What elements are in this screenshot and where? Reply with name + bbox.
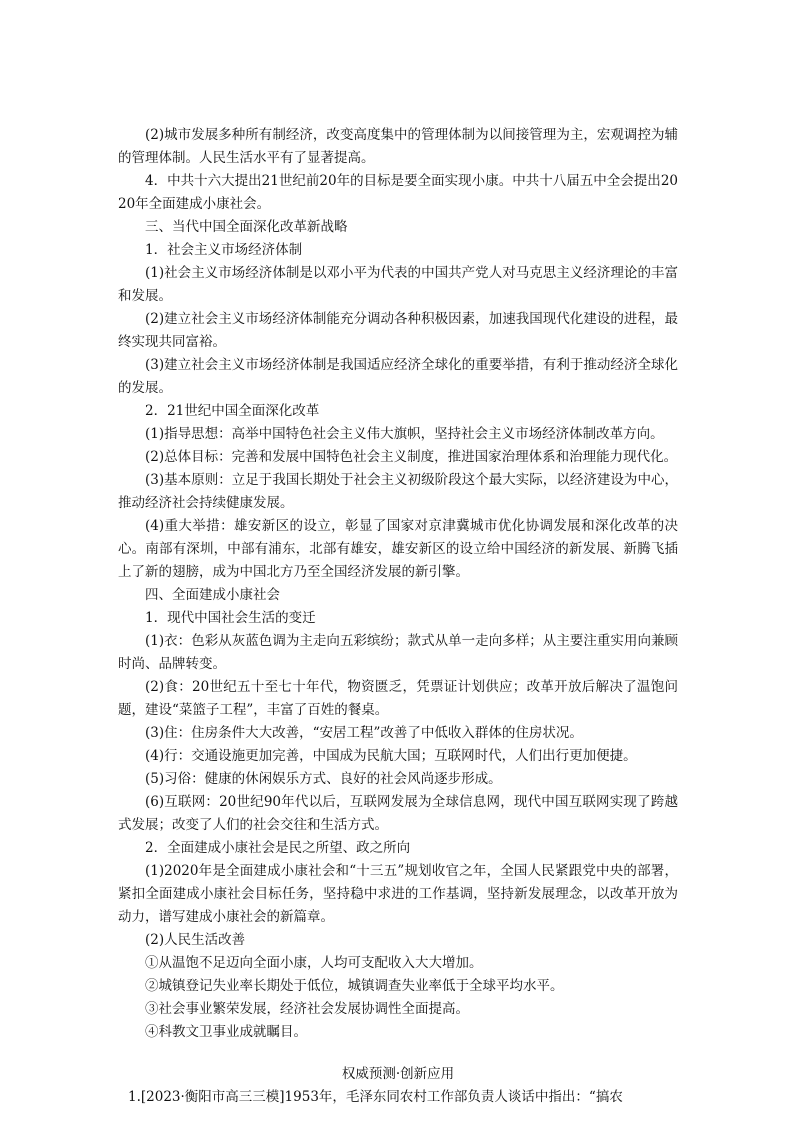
paragraph: (6)互联网：20世纪90年代以后，互联网发展为全球信息网，现代中国互联网实现了跨越式发展；改变了人们的社会交往和生活方式。 <box>118 794 678 833</box>
subheading: 2．21世纪中国全面深化改革 <box>145 403 320 419</box>
paragraph: (4)重大举措：雄安新区的设立，彰显了国家对京津冀城市优化协调发展和深化改革的决心。南部有深圳，中部有浦东，北部有雄安，雄安新区的设立给中国经济的新发展、新腾飞插上了新的翅膀，成为中国北方乃至全国经济发展的新引擎。 <box>118 518 678 580</box>
paragraph: (2)城市发展多种所有制经济，改变高度集中的管理体制为以间接管理为主，宏观调控为辅的管理体制。人民生活水平有了显著提高。 <box>118 127 678 166</box>
paragraph: (1)社会主义市场经济体制是以邓小平为代表的中国共产党人对马克思主义经济理论的丰富和发展。 <box>118 265 678 304</box>
paragraph: (4)行：交通设施更加完善，中国成为民航大国；互联网时代，人们出行更加便捷。 <box>145 748 637 764</box>
paragraph: 4．中共十六大提出21世纪前20年的目标是要全面实现小康。中共十八届五中全会提出2020年全面建成小康社会。 <box>118 173 678 212</box>
paragraph: (3)基本原则：立足于我国长期处于社会主义初级阶段这个最大实际，以经济建设为中心，推动经济社会持续健康发展。 <box>118 472 678 511</box>
paragraph: (1)衣：色彩从灰蓝色调为主走向五彩缤纷；款式从单一走向多样；从主要注重实用向兼顾时尚、品牌转变。 <box>118 633 678 672</box>
paragraph: (3)建立社会主义市场经济体制是我国适应经济全球化的重要举措，有利于推动经济全球化的发展。 <box>118 357 678 396</box>
section-title: 权威预测·创新应用 <box>341 1066 455 1082</box>
subheading: 2．全面建成小康社会是民之所望、政之所向 <box>145 840 411 856</box>
paragraph: (1)指导思想：高举中国特色社会主义伟大旗帜，坚持社会主义市场经济体制改革方向。 <box>145 426 664 442</box>
paragraph: (2)总体目标：完善和发展中国特色社会主义制度，推进国家治理体系和治理能力现代化。 <box>145 449 678 465</box>
paragraph: (2)人民生活改善 <box>145 932 246 948</box>
document-body <box>118 124 678 1109</box>
question-text: 1.[2023·衡阳市高三三模]1953年，毛泽东同农村工作部负责人谈话中指出：“搞农 <box>128 1089 623 1105</box>
list-item: ①从温饱不足迈向全面小康，人均可支配收入大大增加。 <box>145 955 483 971</box>
subheading: 1．社会主义市场经济体制 <box>145 242 303 258</box>
paragraph: (1)2020年是全面建成小康社会和“十三五”规划收官之年，全国人民紧跟党中央的部署，紧扣全面建成小康社会目标任务，坚持稳中求进的工作基调，坚持新发展理念，以改革开放为动力，谱写建成小康社会的新篇章。 <box>118 863 678 925</box>
paragraph: (2)建立社会主义市场经济体制能充分调动各种积极因素，加速我国现代化建设的进程，最终实现共同富裕。 <box>118 311 678 350</box>
list-item: ③社会事业繁荣发展，经济社会发展协调性全面提高。 <box>145 1001 469 1017</box>
heading-section-4: 四、全面建成小康社会 <box>145 587 280 603</box>
subheading: 1．现代中国社会生活的变迁 <box>145 610 316 626</box>
list-item: ②城镇登记失业率长期处于低位，城镇调查失业率低于全球平均水平。 <box>145 978 564 994</box>
list-item: ④科教文卫事业成就瞩目。 <box>145 1024 307 1040</box>
heading-section-3: 三、当代中国全面深化改革新战略 <box>145 219 348 235</box>
paragraph: (2)食：20世纪五十至七十年代，物资匮乏，凭票证计划供应；改革开放后解决了温饱问题，建设“菜篮子工程”，丰富了百姓的餐桌。 <box>118 679 678 718</box>
paragraph: (3)住：住房条件大大改善，“安居工程”改善了中低收入群体的住房状况。 <box>145 725 583 741</box>
paragraph: (5)习俗：健康的休闲娱乐方式、良好的社会风尚逐步形成。 <box>145 771 502 787</box>
